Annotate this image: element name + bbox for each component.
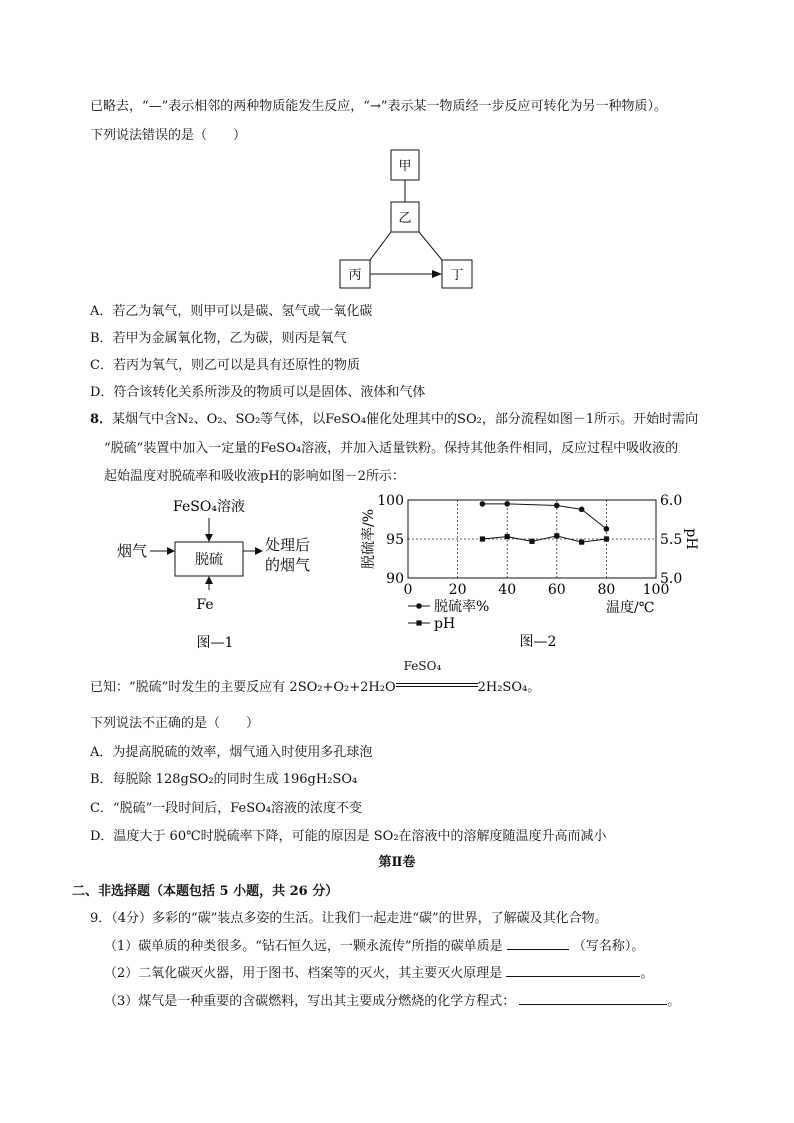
q9-part3 bbox=[104, 990, 680, 1009]
y-axis-label: 脱硫率/% bbox=[361, 508, 377, 570]
known-prefix: 已知：“脱硫”时发生的主要反应有 2SO₂+O₂+2H₂O bbox=[90, 680, 396, 695]
data-point-ph bbox=[505, 534, 510, 539]
q8-line2: “脱硫”装置中加入一定量的FeSO₄溶液，并加入适量铁粉。保持其他条件相同，反应过程中吸收液的 bbox=[104, 441, 679, 456]
q9-part3-end: 。 bbox=[667, 994, 681, 1009]
label-ding: 丁 bbox=[450, 268, 464, 283]
y-tick-label: 100 bbox=[377, 493, 404, 509]
x-tick-label: 80 bbox=[597, 582, 616, 598]
q9-part2-text: （2）二氧化碳灭火器，用于图书、档案等的灭火，其主要灭火原理是 bbox=[104, 966, 503, 981]
fig2-caption: 图—2 bbox=[519, 634, 557, 650]
q8-line1-text: 某烟气中含N₂、O₂、SO₂等气体，以FeSO₄催化处理其中的SO₂，部分流程如图－1所示。开始时需向 bbox=[112, 412, 699, 427]
x-tick-label: 0 bbox=[403, 582, 413, 598]
fig1-left-label: 烟气 bbox=[117, 542, 148, 560]
answer-blank-3[interactable] bbox=[519, 992, 667, 1005]
known-reaction bbox=[90, 659, 541, 695]
data-point-ph bbox=[604, 536, 609, 541]
y2-tick-label: 5.0 bbox=[660, 571, 683, 587]
q8-number: 8． bbox=[90, 412, 113, 427]
y2-tick-label: 6.0 bbox=[660, 493, 683, 509]
q9-part3-text: （3）煤气是一种重要的含碳燃料，写出其主要成分燃烧的化学方程式： bbox=[104, 994, 516, 1009]
q7-option-d: D．符合该转化关系所涉及的物质可以是固体、液体和气体 bbox=[90, 385, 426, 400]
q9-stem-text: 9．（4分）多彩的“碳”装点多姿的生活。让我们一起走进“碳”的世界，了解碳及其化合物。 bbox=[90, 911, 608, 926]
q8-option-d: D．温度大于 60℃时脱硫率下降，可能的原因是 SO₂在溶液中的溶解度随温度升高而减小 bbox=[90, 829, 607, 844]
fig1-top-label: FeSO₄溶液 bbox=[173, 499, 245, 515]
known-suffix: 2H₂SO₄。 bbox=[477, 680, 541, 695]
q9-part1-end: （写名称）。 bbox=[572, 939, 645, 954]
label-jia: 甲 bbox=[398, 159, 412, 174]
y-tick-label: 95 bbox=[386, 532, 404, 548]
legend-marker-circle bbox=[416, 603, 422, 609]
x-tick-label: 100 bbox=[642, 582, 670, 598]
legend-marker-square bbox=[416, 620, 421, 625]
q8-stem: 下列说法不正确的是（ ） bbox=[90, 716, 260, 731]
y2-tick-label: 5.5 bbox=[660, 532, 683, 548]
fig1-box-label: 脱硫 bbox=[195, 552, 223, 568]
q9-part2 bbox=[104, 962, 653, 981]
fig1-caption: 图—1 bbox=[196, 635, 234, 651]
arrow-up-icon bbox=[205, 576, 213, 584]
series-line-1 bbox=[482, 504, 606, 529]
answer-blank-1[interactable] bbox=[507, 937, 569, 950]
q8-option-a: A．为提高脱硫的效率，烟气通入时使用多孔球泡 bbox=[90, 745, 373, 760]
fig1-right-label-1: 处理后 bbox=[265, 536, 311, 554]
q8-option-b: B．每脱除 128gSO₂的同时生成 196gH₂SO₄ bbox=[90, 772, 358, 787]
q9-part1-text: （1）碳单质的种类很多。“钻石恒久远，一颗永流传”所指的碳单质是 bbox=[104, 939, 503, 954]
q9-stem bbox=[90, 907, 608, 926]
data-point-ph bbox=[579, 540, 584, 545]
q7-stem: 下列说法错误的是（ ） bbox=[90, 128, 247, 143]
catalyst-label: FeSO₄ bbox=[403, 659, 442, 673]
legend-label: pH bbox=[434, 616, 456, 632]
arrow-head bbox=[432, 270, 442, 278]
equals-catalyst bbox=[396, 659, 478, 691]
answer-blank-2[interactable] bbox=[506, 964, 640, 977]
label-yi: 乙 bbox=[398, 211, 412, 226]
legend-label: 脱硫率% bbox=[434, 599, 490, 615]
flow-diagram bbox=[105, 490, 335, 660]
y-tick-label: 90 bbox=[386, 571, 404, 587]
x-tick-label: 40 bbox=[498, 582, 517, 598]
data-point-ph bbox=[529, 539, 534, 544]
q9-part2-end: 。 bbox=[640, 966, 654, 981]
q7-option-c: C．若丙为氧气，则乙可以是具有还原性的物质 bbox=[90, 358, 360, 373]
data-point-desulfurization bbox=[554, 503, 560, 509]
y2-axis-label: pH bbox=[683, 528, 699, 550]
data-point-desulfurization bbox=[480, 501, 486, 507]
q8-line3: 起始温度对脱硫率和吸收液pH的影响如图－2所示： bbox=[104, 469, 405, 484]
data-point-desulfurization bbox=[579, 507, 585, 513]
q7-option-b: B．若甲为金属氧化物，乙为碳，则丙是氧气 bbox=[90, 331, 347, 346]
arrow-right-icon bbox=[167, 547, 175, 555]
arrow-down-icon bbox=[205, 534, 213, 542]
equals-line-bottom bbox=[396, 686, 478, 687]
section2-text: 二、非选择题（本题包括 5 小题，共 26 分） bbox=[72, 884, 339, 899]
label-bing: 丙 bbox=[348, 268, 362, 283]
chart-temperature-effect bbox=[350, 488, 700, 658]
equals-line-top bbox=[396, 683, 478, 684]
fig1-bottom-label: Fe bbox=[196, 597, 214, 613]
relation-diagram bbox=[330, 145, 480, 290]
q7-option-a: A．若乙为氧气，则甲可以是碳、氢气或一氧化碳 bbox=[90, 304, 373, 319]
link-yi-bing bbox=[370, 232, 391, 260]
section-title: 第Ⅱ卷 bbox=[378, 855, 416, 870]
link-yi-ding bbox=[419, 232, 442, 260]
data-point-desulfurization bbox=[504, 501, 510, 507]
data-point-ph bbox=[554, 533, 559, 538]
q9-part1 bbox=[104, 935, 644, 954]
fig1-right-label-2: 的烟气 bbox=[265, 556, 311, 574]
arrow-right-icon bbox=[255, 547, 263, 555]
data-point-ph bbox=[480, 536, 485, 541]
x-tick-label: 60 bbox=[547, 582, 566, 598]
section2-heading bbox=[72, 880, 338, 899]
data-point-desulfurization bbox=[604, 526, 610, 532]
intro-text: 已略去，“—”表示相邻的两种物质能发生反应，“→”表示某一物质经一步反应可转化为另一种物质）。 bbox=[90, 99, 667, 114]
x-axis-label: 温度/℃ bbox=[606, 600, 655, 616]
q8-line1 bbox=[90, 408, 698, 427]
q8-option-c: C．“脱硫”一段时间后，FeSO₄溶液的浓度不变 bbox=[90, 801, 363, 816]
x-tick-label: 20 bbox=[448, 582, 467, 598]
